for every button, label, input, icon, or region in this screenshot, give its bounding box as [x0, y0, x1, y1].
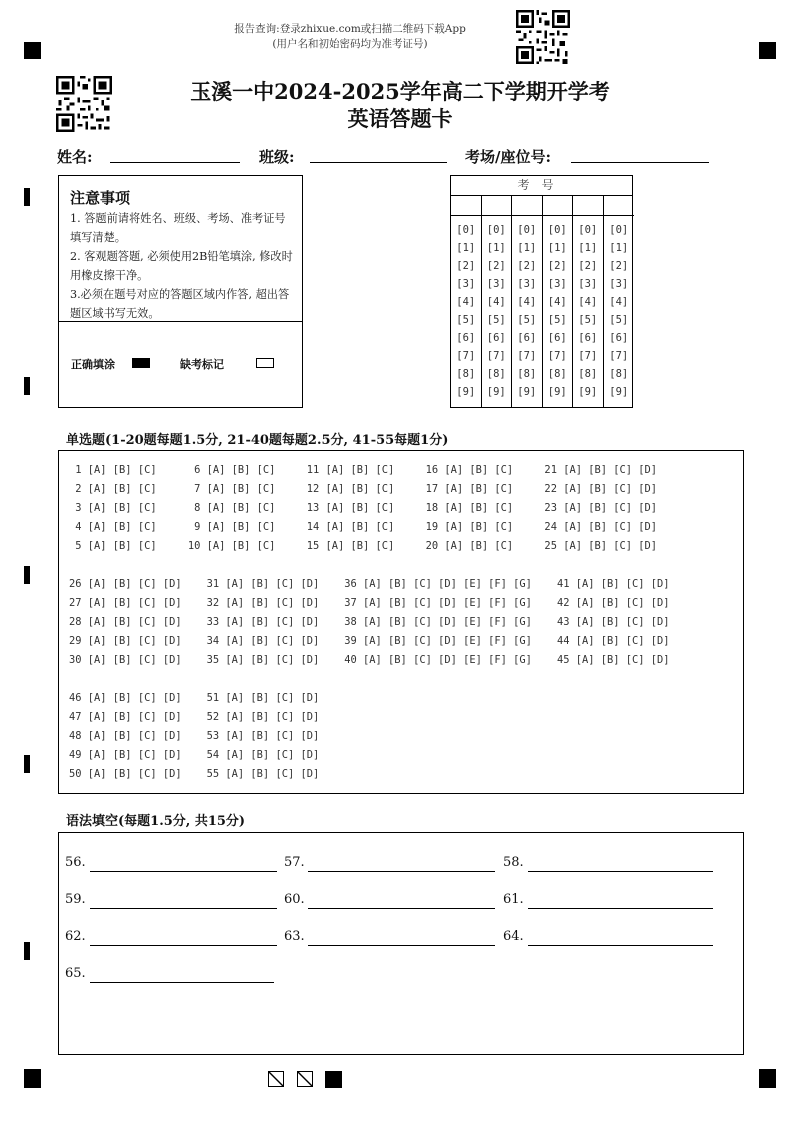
blank-answer-line[interactable]	[308, 945, 495, 946]
page-id-box-slashed	[297, 1071, 313, 1087]
blank-number: 61.	[503, 892, 524, 907]
exam-digit-bubble[interactable]: [0]	[547, 224, 567, 236]
exam-digit-bubble[interactable]: [2]	[486, 260, 506, 272]
exam-digit-bubble[interactable]: [0]	[578, 224, 598, 236]
report-query-note	[210, 22, 490, 52]
exam-digit-bubble[interactable]: [9]	[609, 386, 629, 398]
corner-mark-bottom-right	[759, 1069, 776, 1088]
exam-digit-bubble[interactable]: [3]	[486, 278, 506, 290]
exam-digit-bubble[interactable]: [5]	[547, 314, 567, 326]
blank-number: 62.	[65, 929, 86, 944]
exam-digit-bubble[interactable]: [1]	[578, 242, 598, 254]
choice-row[interactable]: 26 [A] [B] [C] [D] 31 [A] [B] [C] [D] 36 [A] [B] [C] [D] [E] [F] [G] 41 [A] [B] [C] [D]	[69, 578, 670, 590]
exam-number-write-cell[interactable]	[543, 196, 573, 216]
notice-box	[58, 175, 303, 408]
exam-digit-bubble[interactable]: [0]	[486, 224, 506, 236]
exam-digit-bubble[interactable]: [6]	[578, 332, 598, 344]
blank-number: 63.	[284, 929, 305, 944]
exam-digit-bubble[interactable]: [8]	[456, 368, 476, 380]
exam-digit-bubble[interactable]: [7]	[517, 350, 537, 362]
exam-digit-bubble[interactable]: [5]	[609, 314, 629, 326]
choice-row[interactable]: 4 [A] [B] [C] 9 [A] [B] [C] 14 [A] [B] [C] 19 [A] [B] [C] 24 [A] [B] [C] [D]	[69, 521, 658, 533]
choice-row[interactable]: 30 [A] [B] [C] [D] 35 [A] [B] [C] [D] 40 [A] [B] [C] [D] [E] [F] [G] 45 [A] [B] [C] [D]	[69, 654, 670, 666]
correct-fill-swatch	[132, 358, 150, 368]
exam-digit-bubble[interactable]: [1]	[486, 242, 506, 254]
name-field[interactable]	[110, 162, 240, 163]
exam-number-column	[604, 196, 635, 407]
exam-digit-bubble[interactable]: [5]	[517, 314, 537, 326]
exam-title: 玉溪一中2024-2025学年高二下学期开学考	[190, 79, 610, 104]
exam-digit-bubble[interactable]: [8]	[547, 368, 567, 380]
choice-row[interactable]: 46 [A] [B] [C] [D] 51 [A] [B] [C] [D]	[69, 692, 320, 704]
exam-digit-bubble[interactable]: [1]	[547, 242, 567, 254]
blank-number: 58.	[503, 855, 524, 870]
report-query-line: 报告查询:登录zhixue.com或扫描二维码下载App	[234, 23, 466, 35]
exam-number-write-cell[interactable]	[573, 196, 603, 216]
notice-item: 2. 客观题答题, 必须使用2B铅笔填涂, 修改时用橡皮擦干净。	[70, 250, 293, 282]
exam-digit-bubble[interactable]: [3]	[609, 278, 629, 290]
timing-mark	[24, 188, 30, 206]
exam-number-column	[512, 196, 543, 407]
blank-number: 64.	[503, 929, 524, 944]
exam-digit-bubble[interactable]: [7]	[609, 350, 629, 362]
exam-digit-bubble[interactable]: [4]	[517, 296, 537, 308]
exam-digit-bubble[interactable]: [0]	[517, 224, 537, 236]
blank-number: 60.	[284, 892, 305, 907]
blank-answer-line[interactable]	[90, 871, 277, 872]
grammar-fill-box	[58, 832, 744, 1055]
exam-digit-bubble[interactable]: [6]	[517, 332, 537, 344]
exam-digit-bubble[interactable]: [5]	[486, 314, 506, 326]
exam-digit-bubble[interactable]: [7]	[547, 350, 567, 362]
name-label: 姓名:	[57, 148, 93, 166]
exam-digit-bubble[interactable]: [7]	[456, 350, 476, 362]
exam-digit-bubble[interactable]: [3]	[456, 278, 476, 290]
exam-digit-bubble[interactable]: [4]	[578, 296, 598, 308]
exam-digit-bubble[interactable]: [3]	[578, 278, 598, 290]
exam-digit-bubble[interactable]: [1]	[456, 242, 476, 254]
exam-digit-bubble[interactable]: [4]	[609, 296, 629, 308]
exam-digit-bubble[interactable]: [7]	[486, 350, 506, 362]
blank-answer-line[interactable]	[90, 982, 274, 983]
exam-digit-bubble[interactable]: [4]	[486, 296, 506, 308]
single-choice-label: 单选题(1-20题每题1.5分, 21-40题每题2.5分, 41-55每题1分)	[66, 433, 449, 448]
choice-row[interactable]: 1 [A] [B] [C] 6 [A] [B] [C] 11 [A] [B] [C] 16 [A] [B] [C] 21 [A] [B] [C] [D]	[69, 464, 658, 476]
class-field[interactable]	[310, 162, 447, 163]
exam-number-column	[573, 196, 604, 407]
exam-digit-bubble[interactable]: [9]	[517, 386, 537, 398]
exam-digit-bubble[interactable]: [9]	[456, 386, 476, 398]
exam-digit-bubble[interactable]: [1]	[609, 242, 629, 254]
exam-digit-bubble[interactable]: [9]	[547, 386, 567, 398]
blank-answer-line[interactable]	[90, 945, 277, 946]
timing-mark	[24, 755, 30, 773]
blank-number: 56.	[65, 855, 86, 870]
exam-digit-bubble[interactable]: [4]	[547, 296, 567, 308]
exam-digit-bubble[interactable]: [8]	[578, 368, 598, 380]
exam-digit-bubble[interactable]: [1]	[517, 242, 537, 254]
exam-digit-bubble[interactable]: [6]	[609, 332, 629, 344]
absent-mark-label: 缺考标记	[180, 358, 224, 371]
exam-number-header: 考号	[451, 176, 632, 196]
credential-hint-line: (用户名和初始密码均为准考证号)	[272, 38, 428, 50]
exam-number-column	[482, 196, 513, 407]
exam-number-grid	[450, 175, 633, 408]
timing-mark	[24, 377, 30, 395]
student-info-row	[57, 144, 747, 168]
grammar-fill-label: 语法填空(每题1.5分, 共15分)	[66, 814, 246, 829]
notice-title: 注意事项	[70, 189, 131, 207]
notice-item: 3.必须在题号对应的答题区域内作答, 超出答题区域书写无效。	[70, 288, 290, 320]
exam-number-write-cell[interactable]	[512, 196, 542, 216]
exam-number-column	[543, 196, 574, 407]
blank-answer-line[interactable]	[528, 945, 713, 946]
app-download-qr-icon[interactable]	[516, 10, 570, 64]
blank-answer-line[interactable]	[528, 871, 713, 872]
class-label: 班级:	[259, 148, 295, 166]
choice-row[interactable]: 47 [A] [B] [C] [D] 52 [A] [B] [C] [D]	[69, 711, 320, 723]
exam-digit-bubble[interactable]: [3]	[547, 278, 567, 290]
page-id-box-filled	[325, 1071, 342, 1088]
exam-digit-bubble[interactable]: [2]	[578, 260, 598, 272]
choice-row[interactable]: 3 [A] [B] [C] 8 [A] [B] [C] 13 [A] [B] [C] 18 [A] [B] [C] 23 [A] [B] [C] [D]	[69, 502, 658, 514]
exam-digit-bubble[interactable]: [6]	[456, 332, 476, 344]
blank-answer-line[interactable]	[528, 908, 713, 909]
choice-row[interactable]: 27 [A] [B] [C] [D] 32 [A] [B] [C] [D] 37 [A] [B] [C] [D] [E] [F] [G] 42 [A] [B] [C] [D]	[69, 597, 670, 609]
blank-number: 65.	[65, 966, 86, 981]
page-id-box-slashed	[268, 1071, 284, 1087]
exam-digit-bubble[interactable]: [8]	[517, 368, 537, 380]
notice-item: 1. 答题前请将姓名、班级、考场、准考证号填写清楚。	[70, 212, 286, 244]
exam-digit-bubble[interactable]: [9]	[486, 386, 506, 398]
choice-row[interactable]: 5 [A] [B] [C] 10 [A] [B] [C] 15 [A] [B] [C] 20 [A] [B] [C] 25 [A] [B] [C] [D]	[69, 540, 658, 552]
exam-number-write-cell[interactable]	[482, 196, 512, 216]
corner-mark-bottom-left	[24, 1069, 41, 1088]
corner-mark-top-right	[759, 42, 776, 59]
blank-number: 57.	[284, 855, 305, 870]
exam-number-write-cell[interactable]	[604, 196, 635, 216]
exam-digit-bubble[interactable]: [0]	[456, 224, 476, 236]
choice-row[interactable]: 2 [A] [B] [C] 7 [A] [B] [C] 12 [A] [B] [C] 17 [A] [B] [C] 22 [A] [B] [C] [D]	[69, 483, 658, 495]
choice-row[interactable]: 48 [A] [B] [C] [D] 53 [A] [B] [C] [D]	[69, 730, 320, 742]
choice-row[interactable]: 50 [A] [B] [C] [D] 55 [A] [B] [C] [D]	[69, 768, 320, 780]
timing-mark	[24, 942, 30, 960]
corner-mark-top-left	[24, 42, 41, 59]
seat-field[interactable]	[571, 162, 709, 163]
exam-digit-bubble[interactable]: [7]	[578, 350, 598, 362]
notice-list	[70, 209, 295, 323]
exam-digit-bubble[interactable]: [8]	[609, 368, 629, 380]
exam-number-write-cell[interactable]	[451, 196, 481, 216]
exam-digit-bubble[interactable]: [3]	[517, 278, 537, 290]
absent-mark-checkbox[interactable]	[256, 358, 274, 368]
notice-divider	[59, 321, 302, 322]
timing-mark	[24, 566, 30, 584]
exam-digit-bubble[interactable]: [2]	[609, 260, 629, 272]
blank-answer-line[interactable]	[90, 908, 277, 909]
choice-row[interactable]: 29 [A] [B] [C] [D] 34 [A] [B] [C] [D] 39 [A] [B] [C] [D] [E] [F] [G] 44 [A] [B] [C] [D]	[69, 635, 670, 647]
blank-number: 59.	[65, 892, 86, 907]
exam-digit-bubble[interactable]: [6]	[486, 332, 506, 344]
correct-fill-label: 正确填涂	[71, 358, 115, 371]
blank-answer-line[interactable]	[308, 908, 495, 909]
exam-digit-bubble[interactable]: [5]	[456, 314, 476, 326]
exam-digit-bubble[interactable]: [2]	[547, 260, 567, 272]
exam-digit-bubble[interactable]: [0]	[609, 224, 629, 236]
exam-number-column	[451, 196, 482, 407]
single-choice-box	[58, 450, 744, 794]
exam-digit-bubble[interactable]: [6]	[547, 332, 567, 344]
exam-digit-bubble[interactable]: [2]	[456, 260, 476, 272]
choice-row[interactable]: 49 [A] [B] [C] [D] 54 [A] [B] [C] [D]	[69, 749, 320, 761]
choice-row[interactable]: 28 [A] [B] [C] [D] 33 [A] [B] [C] [D] 38 [A] [B] [C] [D] [E] [F] [G] 43 [A] [B] [C] [D]	[69, 616, 670, 628]
exam-digit-bubble[interactable]: [9]	[578, 386, 598, 398]
exam-digit-bubble[interactable]: [4]	[456, 296, 476, 308]
seat-label: 考场/座位号:	[465, 148, 552, 166]
answer-sheet-title: 英语答题卡	[347, 106, 453, 131]
exam-digit-bubble[interactable]: [5]	[578, 314, 598, 326]
exam-digit-bubble[interactable]: [2]	[517, 260, 537, 272]
exam-digit-bubble[interactable]: [8]	[486, 368, 506, 380]
blank-answer-line[interactable]	[308, 871, 495, 872]
